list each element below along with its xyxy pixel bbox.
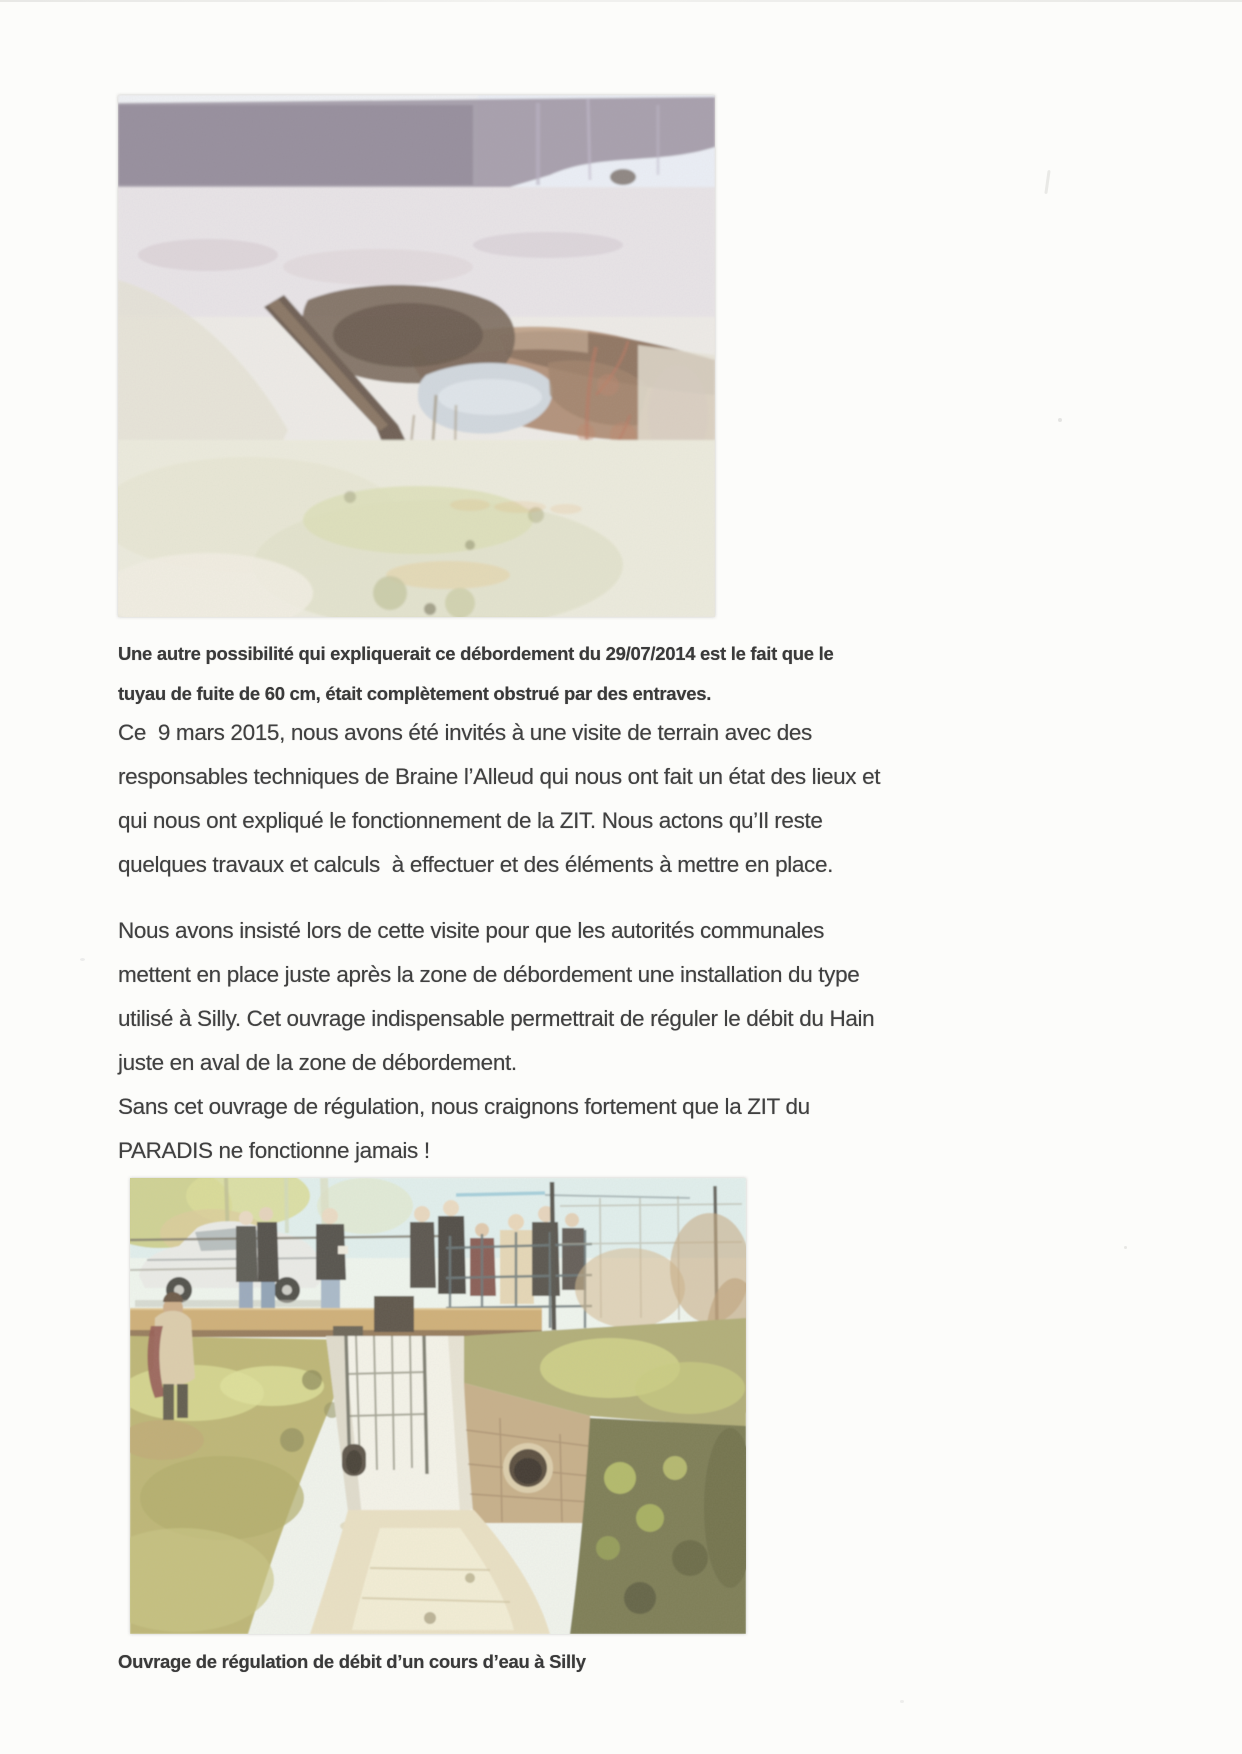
caption1-line1: Une autre possibilité qui expliquerait ce débordement du 29/07/2014 est le fait que le: [118, 643, 834, 664]
para1-line4: quelques travaux et calculs à effectuer et des éléments à mettre en place.: [118, 852, 834, 877]
para1-line1: Ce 9 mars 2015, nous avons été invités à une visite de terrain avec des: [118, 720, 812, 745]
photo-overflow-zone: [118, 95, 715, 617]
para2-line4: juste en aval de la zone de débordement.: [118, 1050, 517, 1075]
scan-artifact-streak: [1044, 170, 1050, 194]
paragraph-demand: [118, 909, 1128, 1173]
scan-artifact-speck: [1058, 418, 1062, 422]
photo-regulation-structure: [130, 1178, 746, 1634]
caption2-line1: Ouvrage de régulation de débit d’un cours d’eau à Silly: [118, 1651, 586, 1672]
scan-artifact-speck: [900, 1700, 904, 1703]
para2-line1: Nous avons insisté lors de cette visite pour que les autorités communales: [118, 918, 825, 943]
caption-photo2: [118, 1642, 818, 1682]
caption-photo1: [118, 634, 1018, 714]
para1-line3: qui nous ont expliqué le fonctionnement de la ZIT. Nous actons qu’Il reste: [118, 808, 823, 833]
para2-line3: utilisé à Silly. Cet ouvrage indispensable permettrait de réguler le débit du Hain: [118, 1006, 875, 1031]
caption1-line2: tuyau de fuite de 60 cm, était complètement obstrué par des entraves.: [118, 683, 712, 704]
scan-artifact-speck: [1124, 1246, 1127, 1249]
para1-line2: responsables techniques de Braine l’Alleud qui nous ont fait un état des lieux et: [118, 764, 881, 789]
para2-line5: Sans cet ouvrage de régulation, nous craignons fortement que la ZIT du: [118, 1094, 810, 1119]
para2-line2: mettent en place juste après la zone de débordement une installation du type: [118, 962, 860, 987]
para2-line6: PARADIS ne fonctionne jamais !: [118, 1138, 430, 1163]
scan-artifact-speck: [80, 958, 85, 961]
paragraph-visit: [118, 711, 1128, 887]
